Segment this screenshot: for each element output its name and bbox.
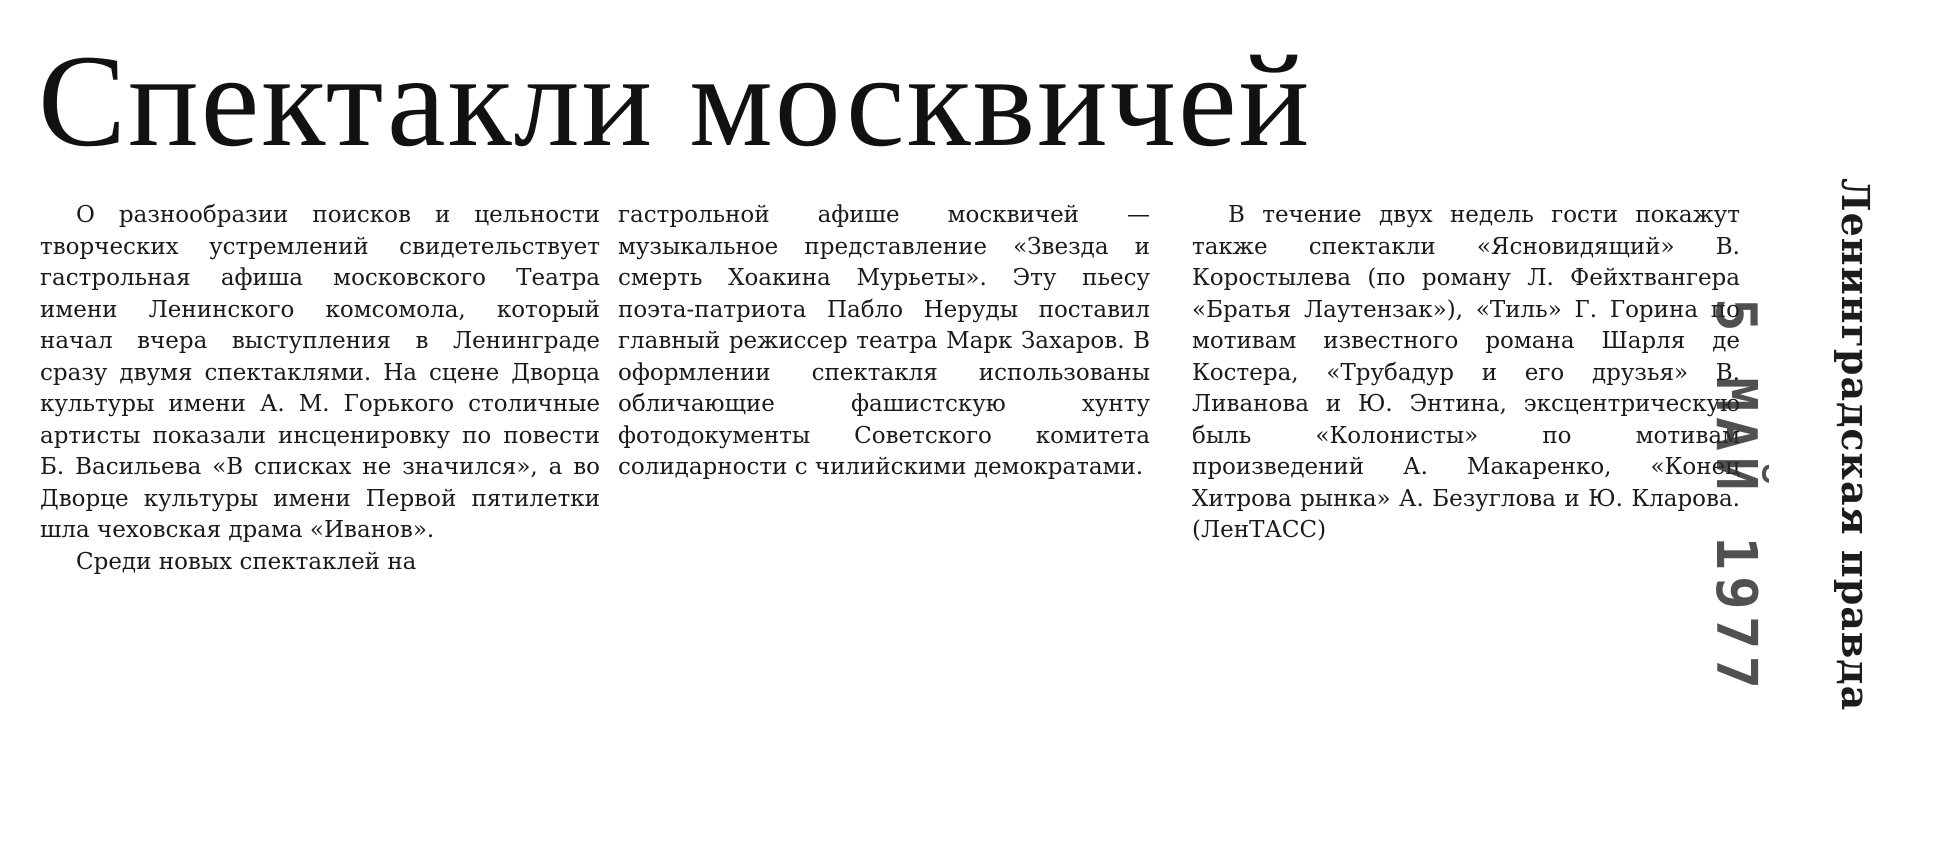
paragraph: Среди новых спектаклей на: [76, 548, 417, 575]
article-column-3: [1192, 200, 1740, 547]
date-stamp: [1703, 298, 1782, 696]
paragraph: В течение двух недель гости покажут также спектакли «Ясновидящий» В. Коростылева (по роману Л. Фейхтвангера «Братья Лаутензак»), «Тиль» Г. Горина по мотивам известного романа Шарля де Костера, «Трубадур и его друзья» В. Ливанова и Ю. Энтина, эксцентрическую быль «Колонисты» по мотивам произведений А. Макаренко, «Конец Хитрова рынка» А. Безуглова и Ю. Кларова. (ЛенТАСС): [1192, 202, 1740, 543]
source-newspaper-name: Ленинградская правда: [1833, 178, 1878, 712]
paragraph: гастрольной афише москвичей — музыкальное представление «Звезда и смерть Хоакина Мурьеты». Эту пьесу поэта-патриота Пабло Неруды поставил главный режиссер театра Марк Захаров. В оформлении спектакля использованы обличающие фашистскую хунту фотодокументы Советского комитета солидарности с чилийскими демократами.: [618, 202, 1150, 480]
article-column-1: [40, 200, 600, 578]
headline: Спектакли москвичей: [38, 27, 1312, 174]
article-column-2: [618, 200, 1150, 484]
paragraph: О разнообразии поисков и цельности творческих устремлений свидетельствует гастрольная афиша московского Театра имени Ленинского комсомола, который начал вчера выступления в Ленинграде сразу двумя спектаклями. На сцене Дворца культуры имени А. М. Горького столичные артисты показали инсценировку по повести Б. Васильева «В списках не значился», а во Дворце культуры имени Первой пятилетки шла чеховская драма «Иванов».: [40, 202, 600, 543]
date-stamp-text: 5 МАЙ 1977: [1703, 298, 1768, 696]
source-caption: [1808, 178, 1898, 778]
